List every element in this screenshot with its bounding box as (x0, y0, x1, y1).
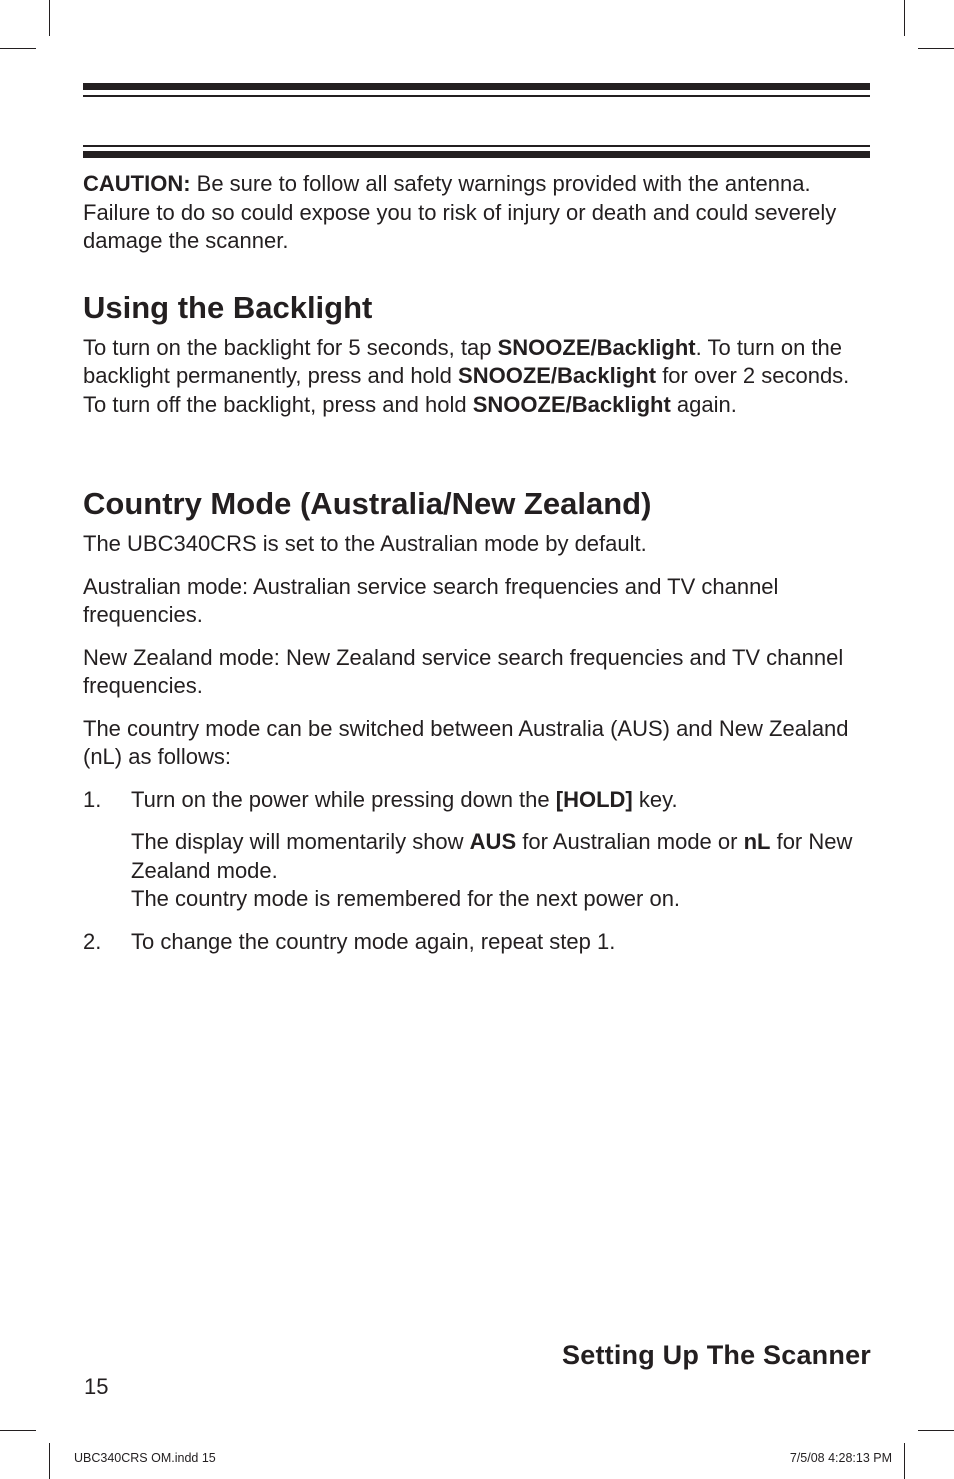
header-rule-thick (83, 83, 870, 90)
crop-mark-bottom-left-horizontal (0, 1430, 36, 1431)
caution-text: Be sure to follow all safety warnings provided with the antenna. Failure to do so could expose you to risk of injury or death and could severely damage the scanner. (83, 171, 837, 253)
step-2-number: 2. (83, 928, 102, 954)
nl-display: nL (743, 829, 771, 854)
step-1-note-text-1: The display will momentarily show (131, 829, 470, 854)
step-1-text-2: key. (632, 786, 678, 812)
snooze-backlight-key-1: SNOOZE/Backlight (497, 334, 696, 360)
backlight-text-4: again. (670, 391, 737, 417)
crop-mark-top-left-horizontal (0, 48, 36, 49)
crop-mark-bottom-left-vertical (49, 1443, 50, 1479)
section-rule-thick (83, 151, 870, 158)
step-1-note-text-3: for New Zealand mode. (131, 829, 853, 883)
backlight-text-2: . To turn on the backlight permanently, press and hold (83, 334, 843, 388)
crop-mark-top-right-vertical (904, 0, 905, 36)
step-1-note-text-2: for Australian mode or (516, 829, 744, 854)
crop-mark-top-right-horizontal (918, 48, 954, 49)
crop-mark-bottom-right-horizontal (918, 1430, 954, 1431)
backlight-text-1: To turn on the backlight for 5 seconds, tap (83, 334, 498, 360)
step-1-note (83, 828, 873, 914)
step-2 (83, 928, 873, 957)
backlight-heading: Using the Backlight (83, 289, 373, 325)
australian-mode-paragraph: Australian mode: Australian service search frequencies and TV channel frequencies. (83, 573, 779, 627)
country-default-paragraph: The UBC340CRS is set to the Australian mode by default. (83, 531, 647, 556)
aus-display: AUS (469, 829, 517, 854)
section-rule-thin (83, 145, 870, 147)
backlight-text-3: for over 2 seconds. To turn off the backlight, press and hold (83, 363, 850, 417)
snooze-backlight-key-2: SNOOZE/Backlight (458, 363, 657, 388)
step-1-number: 1. (83, 786, 102, 812)
slug-file-info: UBC340CRS OM.indd 15 (74, 1451, 216, 1465)
page-content (83, 170, 873, 970)
country-mode-heading: Country Mode (Australia/New Zealand) (83, 486, 652, 521)
caution-label: CAUTION: (83, 171, 191, 196)
step-2-text: To change the country mode again, repeat step 1. (131, 928, 616, 954)
caution-paragraph (83, 170, 873, 256)
hold-key: [HOLD] (555, 786, 633, 812)
switch-mode-paragraph: The country mode can be switched between Australia (AUS) and New Zealand (nL) as follows: (83, 715, 849, 769)
step-1-note-line-2: The country mode is remembered for the next power on. (131, 886, 681, 911)
snooze-backlight-key-3: SNOOZE/Backlight (472, 391, 671, 417)
step-1-text-1: Turn on the power while pressing down the (131, 786, 556, 812)
new-zealand-mode-paragraph: New Zealand mode: New Zealand service search frequencies and TV channel frequencies. (83, 644, 844, 698)
backlight-paragraph (83, 334, 873, 420)
crop-mark-bottom-right-vertical (904, 1443, 905, 1479)
slug-timestamp: 7/5/08 4:28:13 PM (789, 1451, 892, 1465)
crop-mark-top-left-vertical (49, 0, 50, 36)
step-1 (83, 786, 873, 815)
header-rule-thin (83, 95, 870, 97)
footer-section-title: Setting Up The Scanner (562, 1340, 871, 1370)
page-number: 15 (84, 1374, 109, 1399)
